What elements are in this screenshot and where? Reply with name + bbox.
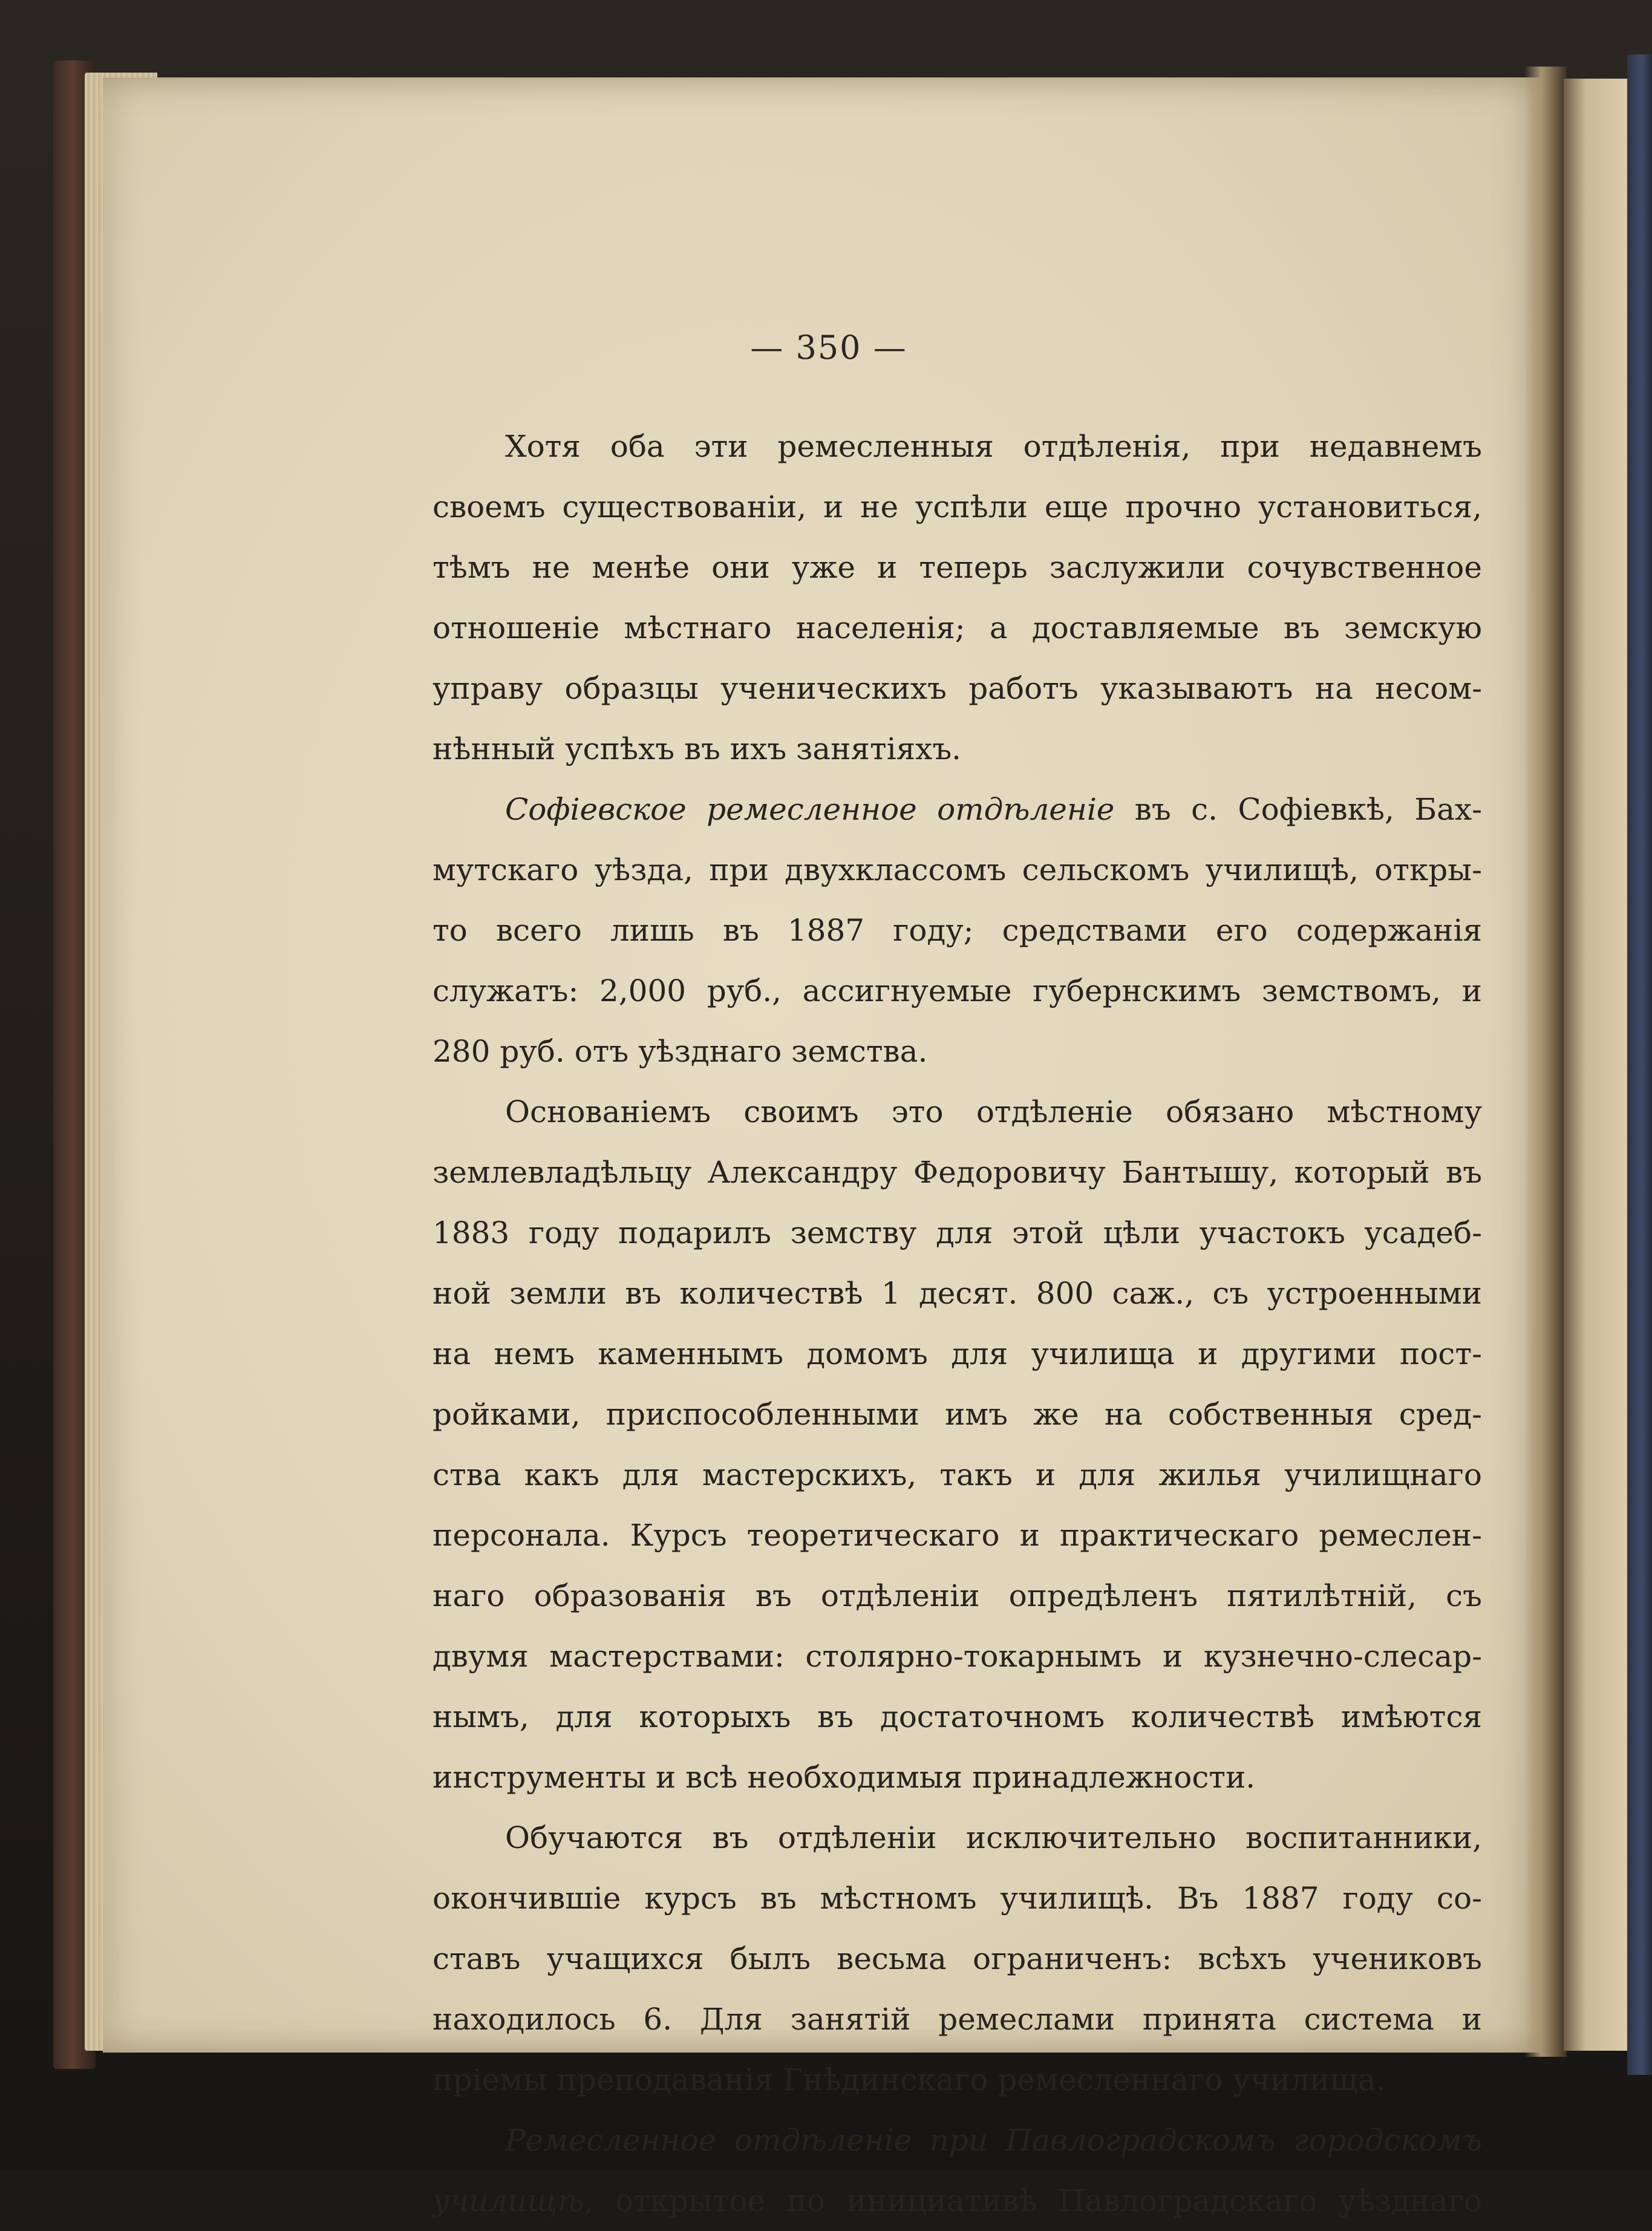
text-line: отношеніе мѣстнаго населенія; а доставляемые въ земскую <box>433 610 1482 645</box>
book-cover-right-edge <box>1627 54 1652 2075</box>
text-run: , открытое по инициативѣ Павлоградскаго уѣзднаго <box>584 2183 1482 2218</box>
text-line: Хотя оба эти ремесленныя отдѣленія, при недавнемъ <box>505 429 1482 464</box>
paragraph-4 <box>433 1808 1482 2110</box>
text-line: ройками, приспособленными имъ же на собственныя сред- <box>433 1397 1482 1432</box>
text-line: нѣнный успѣхъ въ ихъ занятіяхъ. <box>433 731 962 766</box>
text-line: пріемы преподаванія Гнѣдинскаго ремесленнаго училища. <box>433 2062 1386 2097</box>
page-number: — 350 — <box>750 328 907 367</box>
text-line: наго образованія въ отдѣленіи опредѣленъ пятилѣтній, съ <box>433 1578 1482 1613</box>
text-line: инструменты и всѣ необходимыя принадлежности. <box>433 1760 1256 1795</box>
text-line <box>433 2171 1482 2231</box>
book-page <box>103 77 1555 2218</box>
text-line: на немъ каменнымъ домомъ для училища и другими пост- <box>433 1336 1482 1371</box>
paragraph-2 <box>433 779 1482 1082</box>
text-line: находилось 6. Для занятій ремеслами принята система и <box>433 2002 1482 2037</box>
text-line: ной земли въ количествѣ 1 десят. 800 саж., съ устроенными <box>433 1276 1482 1311</box>
italic-heading: училищѣ <box>433 2183 584 2218</box>
paragraph-1 <box>433 416 1482 779</box>
text-line: 1883 году подарилъ земству для этой цѣли участокъ усадеб- <box>433 1215 1482 1250</box>
text-line: нымъ, для которыхъ въ достаточномъ количествѣ имѣются <box>433 1699 1482 1734</box>
text-line: тѣмъ не менѣе они уже и теперь заслужили сочувственное <box>433 550 1482 585</box>
text-line: 280 руб. отъ уѣзднаго земства. <box>433 1034 928 1069</box>
text-line: служатъ: 2,000 руб., ассигнуемые губернскимъ земствомъ, и <box>433 973 1482 1008</box>
page-text-block <box>433 416 1482 2231</box>
text-line: ства какъ для мастерскихъ, такъ и для жилья училищнаго <box>433 1457 1482 1492</box>
paragraph-3 <box>433 1082 1482 1808</box>
text-line: то всего лишь въ 1887 году; средствами его содержанія <box>433 913 1482 948</box>
page-gutter-shadow <box>1524 67 1567 2057</box>
text-line: своемъ существованіи, и не успѣли еще прочно установиться, <box>433 489 1482 524</box>
paragraph-5 <box>433 2110 1482 2231</box>
italic-heading: Софіевское ремесленное отдѣленіе <box>505 792 1115 827</box>
text-line: персонала. Курсъ теоретическаго и практическаго ремеслен- <box>433 1518 1482 1553</box>
text-run: въ с. Софіевкѣ, Бах- <box>1114 792 1482 827</box>
text-line: землевладѣльцу Александру Федоровичу Бантышу, который въ <box>433 1155 1482 1190</box>
text-line: двумя мастерствами: столярно-токарнымъ и кузнечно-слесар- <box>433 1639 1482 1674</box>
italic-heading: Ремесленное отдѣленіе при Павлоградскомъ городскомъ <box>505 2123 1482 2158</box>
text-line: Обучаются въ отдѣленіи исключительно воспитанники, <box>505 1820 1482 1855</box>
text-line: ставъ учащихся былъ весьма ограниченъ: всѣхъ учениковъ <box>433 1941 1482 1976</box>
text-line: Основаніемъ своимъ это отдѣленіе обязано мѣстному <box>505 1094 1482 1129</box>
text-line: мутскаго уѣзда, при двухклассомъ сельскомъ училищѣ, откры- <box>433 852 1482 887</box>
text-line <box>433 779 1482 840</box>
text-line: управу образцы ученическихъ работъ указываютъ на несом- <box>433 671 1482 706</box>
text-line: окончившіе курсъ въ мѣстномъ училищѣ. Въ 1887 году со- <box>433 1881 1482 1916</box>
